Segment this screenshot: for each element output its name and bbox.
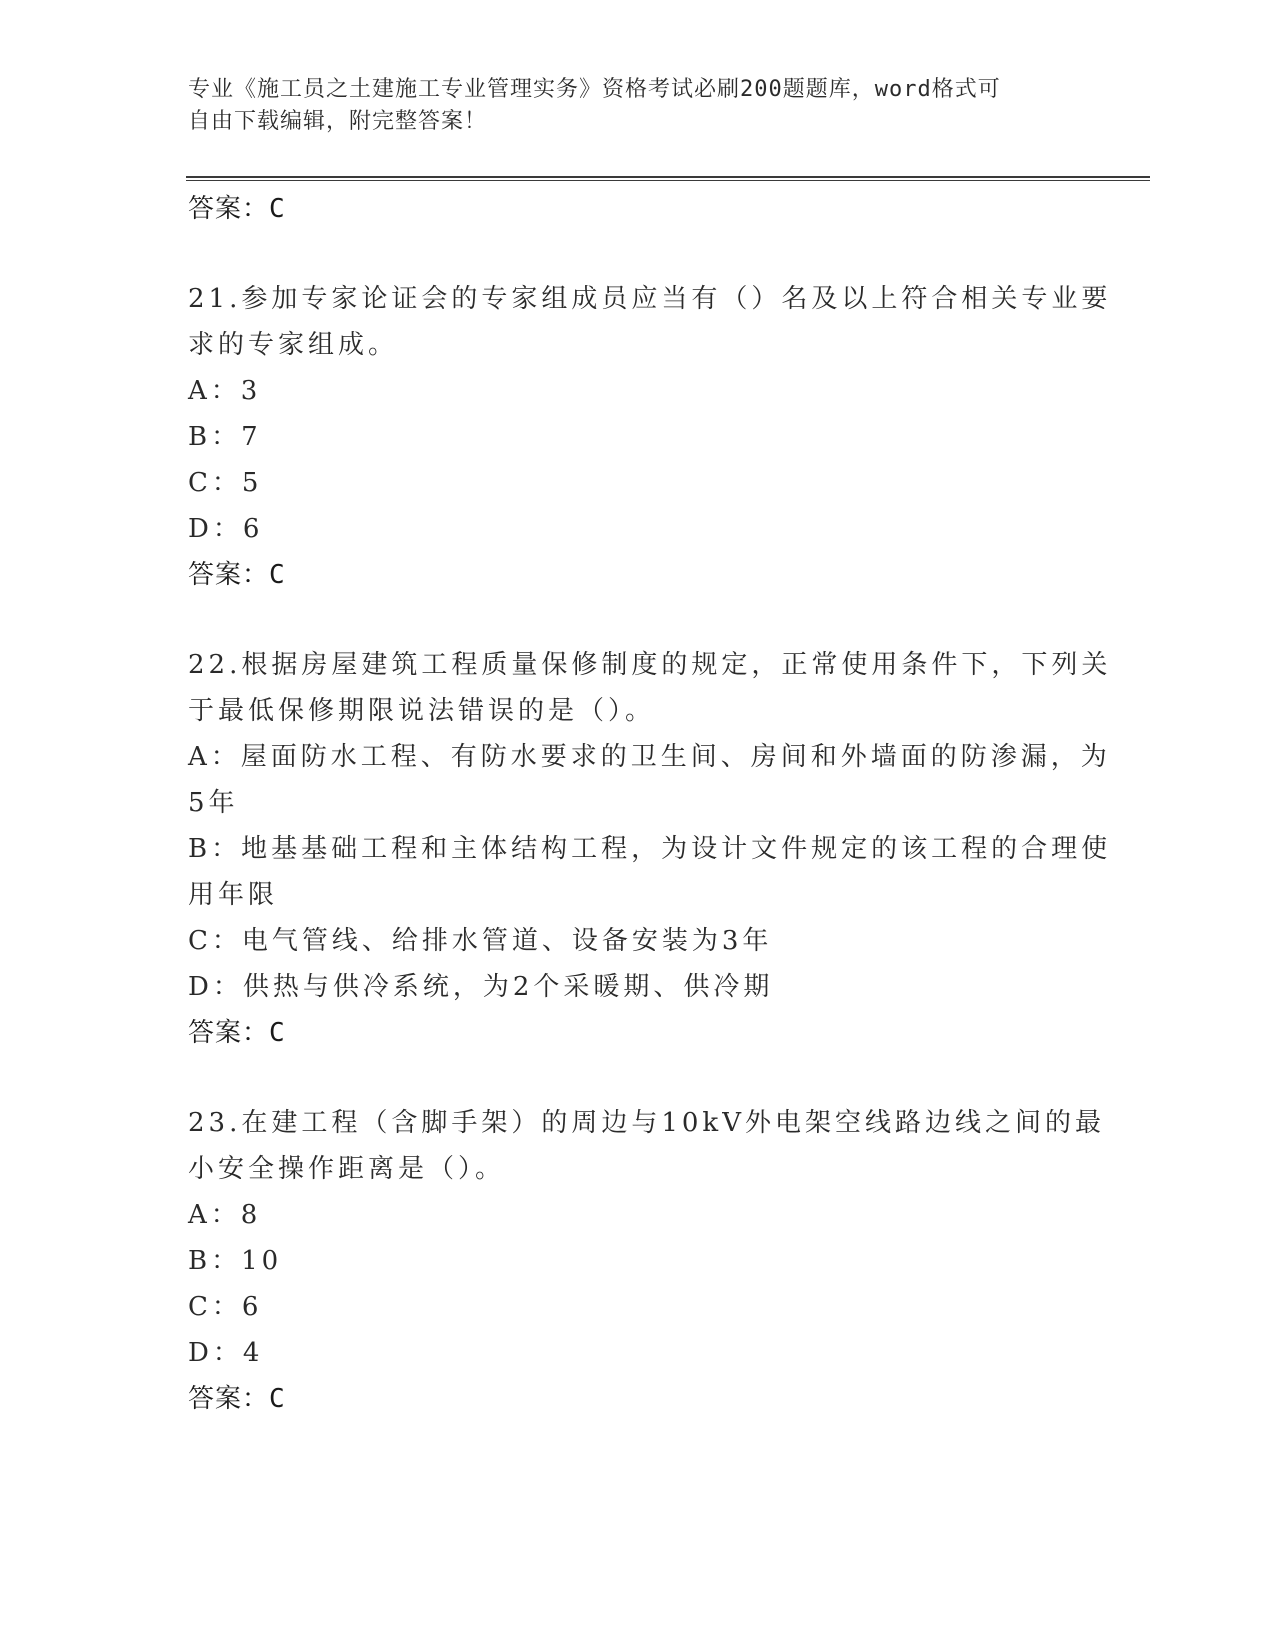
option-line: 5年 [188, 788, 239, 818]
option-line: A：3 [188, 376, 262, 406]
answer-line: 答案：C [188, 560, 286, 590]
question-stem-line: 求的专家组成。 [188, 330, 399, 360]
question-stem-line: 于最低保修期限说法错误的是（）。 [188, 696, 656, 726]
question-stem-line: 23.在建工程（含脚手架）的周边与10kV外电架空线路边线之间的最 [188, 1108, 1105, 1138]
document-header [188, 74, 1068, 138]
option-line: C：5 [188, 468, 263, 498]
question-block [188, 276, 1112, 598]
option-line: A：8 [188, 1200, 262, 1230]
question-stem-line: 小安全操作距离是（）。 [188, 1154, 506, 1184]
header-line-1: 专业《施工员之土建施工专业管理实务》资格考试必刷200题题库，word格式可 [188, 77, 1001, 102]
header-divider [186, 176, 1150, 181]
option-line: B：7 [188, 422, 262, 452]
option-line: 用年限 [188, 880, 279, 910]
answer-line: 答案：C [188, 194, 286, 224]
answer-line: 答案：C [188, 1018, 286, 1048]
option-line: C：6 [188, 1292, 263, 1322]
option-line: A：屋面防水工程、有防水要求的卫生间、房间和外墙面的防渗漏，为 [188, 742, 1111, 772]
question-block [188, 642, 1112, 1056]
question-block [188, 1100, 1105, 1422]
option-line: B：地基基础工程和主体结构工程，为设计文件规定的该工程的合理使 [188, 834, 1112, 864]
answer-line: 答案：C [188, 1384, 286, 1414]
option-line: D：4 [188, 1338, 264, 1368]
option-line: D：6 [188, 514, 264, 544]
header-line-2: 自由下载编辑，附完整答案！ [188, 109, 488, 134]
option-line: D：供热与供冷系统，为2个采暖期、供冷期 [188, 972, 774, 1002]
option-line: B：10 [188, 1246, 283, 1276]
question-stem-line: 22.根据房屋建筑工程质量保修制度的规定，正常使用条件下，下列关 [188, 650, 1112, 680]
option-line: C：电气管线、给排水管道、设备安装为3年 [188, 926, 773, 956]
question-stem-line: 21.参加专家论证会的专家组成员应当有（）名及以上符合相关专业要 [188, 284, 1112, 314]
document-body [188, 186, 1112, 1422]
